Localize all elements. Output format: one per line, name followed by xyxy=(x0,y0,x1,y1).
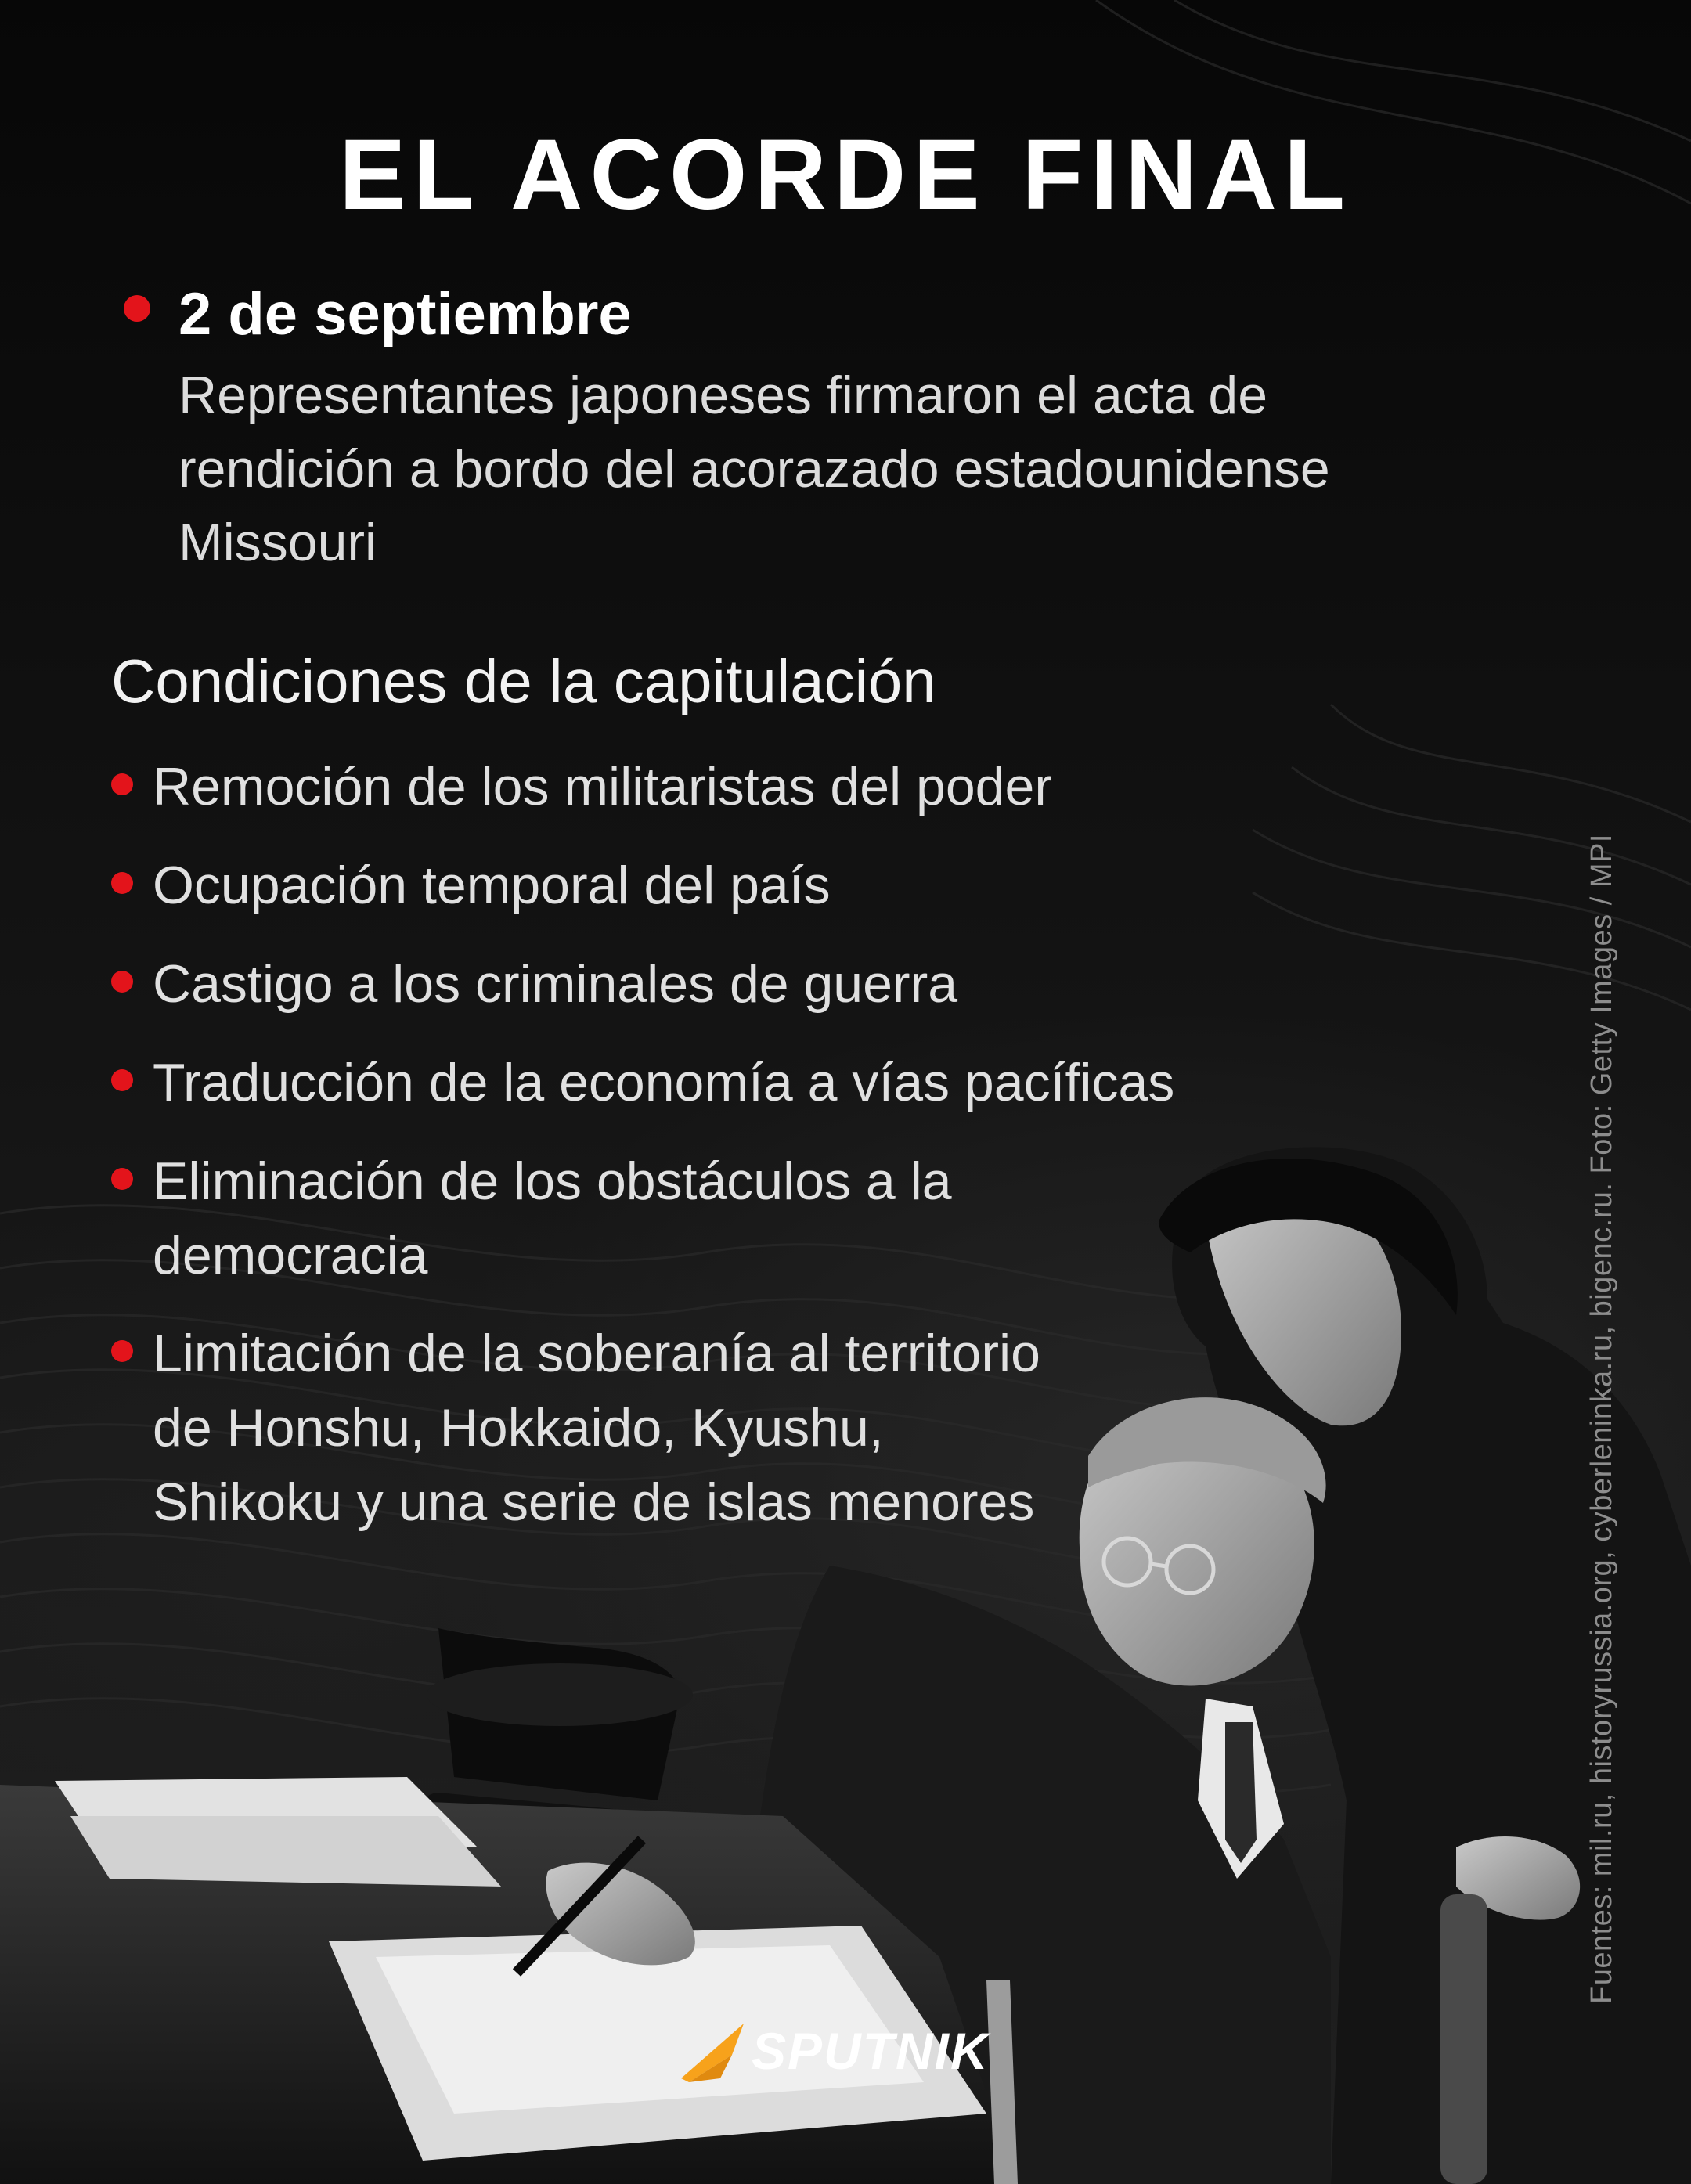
condition-bullet-dot xyxy=(111,971,133,993)
condition-item: Castigo a los criminales de guerra xyxy=(153,954,958,1014)
condition-item: Limitación de la soberanía al territorio de Honshu, Hokkaido, Kyushu, Shikoku y una serie de islas menores xyxy=(153,1324,1040,1532)
event-description: Representantes japoneses firmaron el acta de rendición a bordo del acorazado estadounidense Missouri xyxy=(178,366,1330,572)
condition-item: Eliminación de los obstáculos a la democracia xyxy=(153,1151,952,1285)
page-title: EL ACORDE FINAL xyxy=(338,119,1353,231)
condition-bullet-dot xyxy=(111,872,133,894)
event-date: 2 de septiembre xyxy=(178,281,632,348)
condition-bullet-dot xyxy=(111,773,133,795)
brand-name: SPUTNIK xyxy=(752,2022,990,2080)
condition-item: Traducción de la economía a vías pacíficas xyxy=(153,1053,1175,1112)
condition-item: Ocupación temporal del país xyxy=(153,856,831,915)
condition-bullet-dot xyxy=(111,1069,133,1091)
sources-credit: Fuentes: mil.ru, historyrussia.org, cyberleninka.ru, bigenc.ru. Foto: Getty Images / MPI xyxy=(1585,834,1618,2004)
conditions-heading: Condiciones de la capitulación xyxy=(111,647,936,715)
event-bullet-dot xyxy=(124,295,150,322)
condition-item: Remoción de los militaristas del poder xyxy=(153,757,1052,816)
